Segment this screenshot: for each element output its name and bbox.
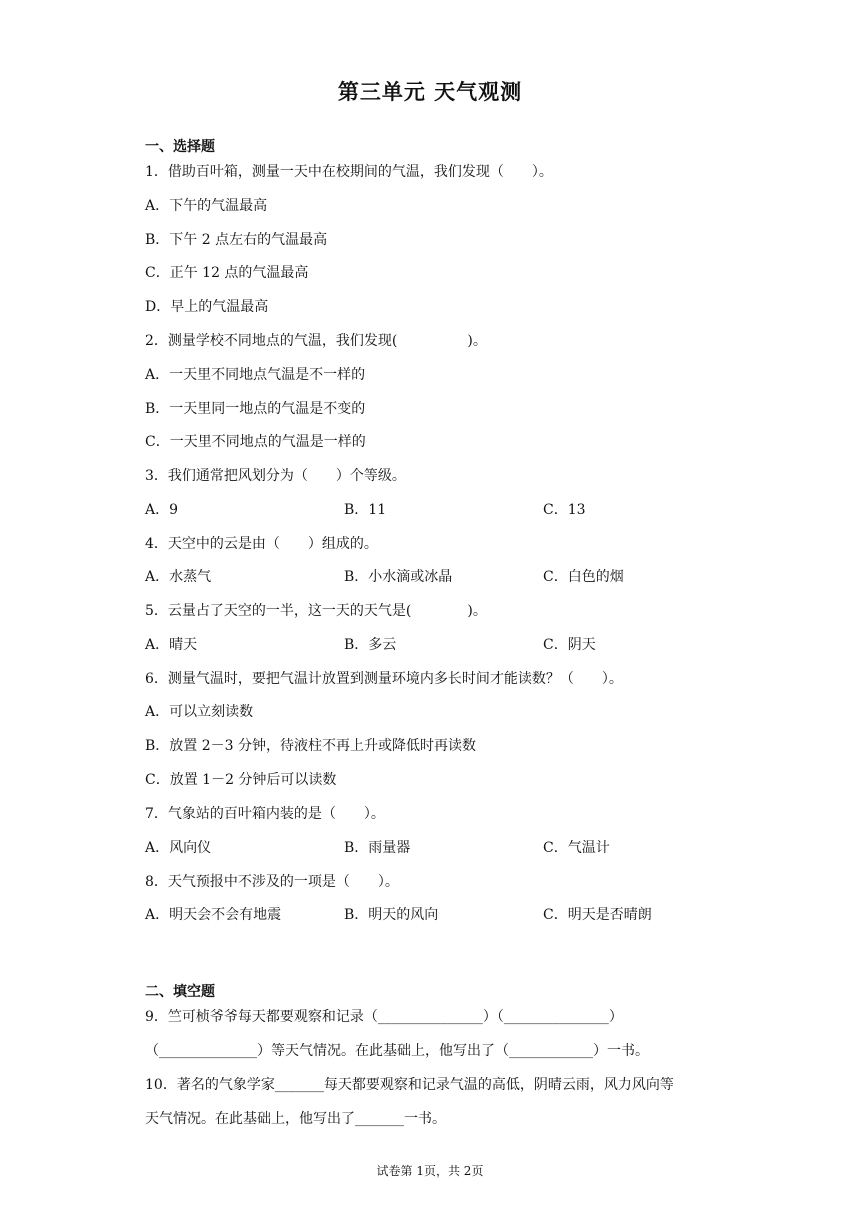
question-7-stem: 7．气象站的百叶箱内装的是（ ）。 bbox=[145, 806, 385, 822]
question-5-option-b: B．多云 bbox=[344, 637, 397, 653]
question-6-option-c: C．放置 1－2 分钟后可以读数 bbox=[145, 772, 337, 788]
question-3-option-a: A．9 bbox=[145, 502, 179, 518]
question-9-line-2: （______________）等天气情况。在此基础上，他写出了（____________）一书。 bbox=[145, 1043, 649, 1059]
question-1-option-a: A．下午的气温最高 bbox=[145, 198, 268, 214]
question-9-line-1: 9．竺可桢爷爷每天都要观察和记录（_______________）（_______________） bbox=[145, 1009, 623, 1025]
question-2-option-a: A．一天里不同地点气温是不一样的 bbox=[145, 367, 366, 383]
question-2-stem: 2．测量学校不同地点的气温，我们发现( )。 bbox=[145, 333, 487, 349]
question-6-option-a: A．可以立刻读数 bbox=[145, 704, 254, 720]
question-8-option-b: B．明天的风向 bbox=[344, 907, 439, 923]
question-4-option-b: B．小水滴或冰晶 bbox=[344, 569, 453, 585]
question-5-option-c: C．阴天 bbox=[543, 637, 596, 653]
question-5-option-a: A．晴天 bbox=[145, 637, 198, 653]
question-4-option-c: C．白色的烟 bbox=[543, 569, 624, 585]
question-3-stem: 3．我们通常把风划分为（ ）个等级。 bbox=[145, 468, 406, 484]
section-heading-fill-in: 二、填空题 bbox=[145, 984, 215, 1000]
question-1-option-d: D．早上的气温最高 bbox=[145, 299, 269, 315]
page-footer: 试卷第 1页，共 2页 bbox=[376, 1164, 484, 1178]
question-10-line-1: 10．著名的气象学家_______每天都要观察和记录气温的高低，阴晴云雨，风力风向等 bbox=[145, 1077, 674, 1093]
section-heading-choice: 一、选择题 bbox=[145, 139, 215, 155]
question-5-stem: 5．云量占了天空的一半，这一天的天气是( )。 bbox=[145, 603, 487, 619]
question-6-option-b: B．放置 2－3 分钟，待液柱不再上升或降低时再读数 bbox=[145, 738, 477, 754]
question-10-line-2: 天气情况。在此基础上，他写出了_______一书。 bbox=[145, 1111, 446, 1127]
question-4-option-a: A．水蒸气 bbox=[145, 569, 212, 585]
question-7-option-a: A．风向仪 bbox=[145, 840, 212, 856]
question-4-stem: 4．天空中的云是由（ ）组成的。 bbox=[145, 536, 378, 552]
page-title: 第三单元 天气观测 bbox=[337, 80, 523, 104]
question-3-option-c: C．13 bbox=[543, 502, 586, 518]
question-7-option-c: C．气温计 bbox=[543, 840, 610, 856]
question-8-option-a: A．明天会不会有地震 bbox=[145, 907, 282, 923]
question-2-option-c: C．一天里不同地点的气温是一样的 bbox=[145, 434, 366, 450]
question-8-option-c: C．明天是否晴朗 bbox=[543, 907, 652, 923]
question-1-option-b: B．下午 2 点左右的气温最高 bbox=[145, 232, 328, 248]
question-6-stem: 6．测量气温时，要把气温计放置到测量环境内多长时间才能读数？（ ）。 bbox=[145, 671, 623, 687]
question-1-option-c: C．正午 12 点的气温最高 bbox=[145, 265, 309, 281]
question-3-option-b: B．11 bbox=[344, 502, 387, 518]
question-7-option-b: B．雨量器 bbox=[344, 840, 411, 856]
question-8-stem: 8．天气预报中不涉及的一项是（ ）。 bbox=[145, 874, 399, 890]
question-2-option-b: B．一天里同一地点的气温是不变的 bbox=[145, 401, 366, 417]
question-1-stem: 1．借助百叶箱，测量一天中在校期间的气温，我们发现（ ）。 bbox=[145, 164, 553, 180]
